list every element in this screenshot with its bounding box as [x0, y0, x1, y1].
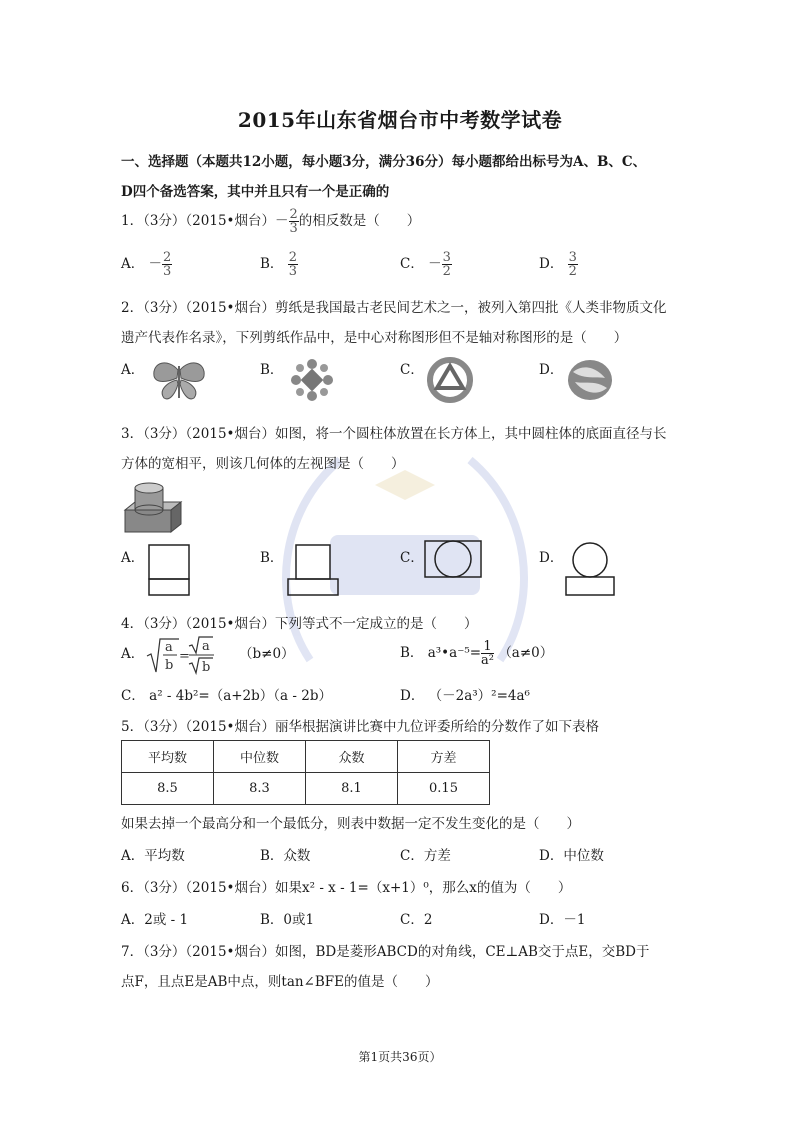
q4-option-b[interactable]: [400, 636, 553, 670]
section-heading-line1: 一、选择题（本题共12小题，每小题3分，满分36分）每小题都给出标号为A、B、C、: [121, 154, 647, 170]
q3-option-b[interactable]: [260, 546, 283, 566]
table-header-row: [122, 741, 490, 773]
option-label: B．: [260, 362, 284, 378]
q1-den: 3: [289, 221, 298, 236]
q4-option-d[interactable]: [400, 684, 530, 704]
table-header-cell: 平均数: [122, 741, 214, 773]
question-2-line2: 遗产代表作名录》，下列剪纸作品中，是中心对称图形但不是轴对称图形的是（ ）: [121, 330, 628, 346]
view-b-square-on-wide-rect: [287, 544, 339, 596]
option-den: a²: [481, 653, 495, 668]
q1-neg: －: [275, 213, 289, 229]
q2-option-a[interactable]: [121, 358, 144, 378]
option-sign: －: [148, 256, 163, 272]
q6-option-d[interactable]: D．－1: [539, 912, 586, 928]
option-den: 3: [288, 264, 297, 279]
table-header-cell: 众数: [306, 741, 398, 773]
q4-option-c[interactable]: [121, 684, 332, 704]
q1-prefix: 1．（3分）（2015•烟台）: [121, 213, 275, 229]
q2-option-d[interactable]: [539, 358, 563, 378]
q5-option-c[interactable]: C．方差: [400, 848, 451, 864]
option-den: 3: [163, 264, 172, 279]
view-c-circle-in-rect: [424, 540, 482, 578]
option-label: B．: [400, 645, 424, 661]
option-label: C．: [400, 256, 424, 272]
q6-option-b[interactable]: B．0或1: [260, 912, 315, 928]
q5-option-d[interactable]: D．中位数: [539, 848, 604, 864]
page-title: 2015年山东省烟台市中考数学试卷: [237, 108, 563, 132]
q1-suffix: 的相反数是（ ）: [298, 213, 421, 229]
option-label: C．: [400, 550, 424, 566]
q5-option-a[interactable]: A．平均数: [121, 848, 185, 864]
q1-option-b[interactable]: [260, 248, 298, 280]
option-num: 3: [568, 250, 577, 265]
question-6: 6．（3分）（2015•烟台）如果x² - x - 1=（x+1）⁰，那么x的值为（ ）: [121, 880, 572, 896]
option-condition: （a≠0）: [498, 645, 554, 661]
q3-option-d[interactable]: [539, 546, 563, 566]
option-den: 2: [442, 264, 451, 279]
option-sign: －: [428, 256, 442, 272]
flower-papercut-icon: [290, 358, 334, 402]
option-den: 2: [568, 264, 577, 279]
option-label: D．: [539, 362, 564, 378]
option-num: 1: [481, 640, 494, 654]
svg-text:a: a: [165, 640, 173, 655]
q1-option-a[interactable]: [121, 248, 172, 280]
view-d-circle-on-rect: [565, 542, 615, 596]
option-fraction: [442, 251, 452, 278]
option-label: D．: [539, 256, 564, 272]
scores-table: [121, 740, 490, 805]
table-header-cell: 方差: [398, 741, 490, 773]
q1-fraction: [289, 208, 299, 235]
option-condition: （b≠0）: [239, 646, 295, 662]
double-fish-papercut-icon: [565, 356, 615, 404]
question-3-line1: 3．（3分）（2015•烟台）如图，将一个圆柱体放置在长方体上，其中圆柱体的底面直径与长: [121, 426, 667, 442]
option-label: D．: [400, 688, 425, 704]
table-row: [122, 773, 490, 805]
table-header-cell: 中位数: [214, 741, 306, 773]
svg-text:=: =: [179, 649, 190, 664]
svg-text:a: a: [202, 639, 210, 654]
q3-option-a[interactable]: [121, 546, 144, 566]
q3-option-c[interactable]: [400, 546, 424, 566]
option-num: 2: [163, 250, 172, 265]
option-label: A．: [121, 362, 145, 378]
question-7-line2: 点F，且点E是AB中点，则tan∠BFE的值是（ ）: [121, 974, 439, 990]
q2-option-c[interactable]: [400, 358, 424, 378]
table-cell: 0.15: [398, 773, 490, 805]
question-5-followup: 如果去掉一个最高分和一个最低分，则表中数据一定不发生变化的是（ ）: [121, 816, 580, 832]
butterfly-papercut-icon: [150, 358, 208, 402]
q2-option-b[interactable]: [260, 358, 283, 378]
option-label: B．: [260, 256, 284, 272]
q1-option-d[interactable]: [539, 248, 578, 280]
table-cell: 8.3: [214, 773, 306, 805]
option-label: D．: [539, 550, 564, 566]
option-expr: a³•a⁻⁵=: [427, 645, 482, 661]
option-label: B．: [260, 550, 284, 566]
question-3-line2: 方体的宽相平，则该几何体的左视图是（ ）: [121, 456, 405, 472]
q1-num: 2: [289, 207, 298, 222]
option-fraction: [288, 251, 298, 278]
svg-text:b: b: [165, 658, 174, 673]
q6-option-a[interactable]: A．2或 - 1: [121, 912, 189, 928]
question-4: 4．（3分）（2015•烟台）下列等式不一定成立的是（ ）: [121, 616, 478, 632]
option-expr: a² - 4b²=（a+2b）（a - 2b）: [149, 688, 332, 704]
question-2-line1: 2．（3分）（2015•烟台）剪纸是我国最古老民间艺术之一，被列入第四批《人类非物质文化: [121, 300, 667, 316]
triple-fish-papercut-icon: [425, 356, 475, 404]
cylinder-on-cuboid-figure: [121, 480, 183, 536]
option-label: A．: [121, 646, 145, 662]
option-num: 2: [288, 250, 297, 265]
question-7-line1: 7．（3分）（2015•烟台）如图，BD是菱形ABCD的对角线，CE⊥AB交于点E，交BD于: [121, 944, 650, 960]
q5-option-b[interactable]: B．众数: [260, 848, 311, 864]
table-cell: 8.1: [306, 773, 398, 805]
option-label: A．: [121, 550, 145, 566]
option-label: C．: [400, 362, 424, 378]
option-fraction: [481, 640, 494, 667]
table-cell: 8.5: [122, 773, 214, 805]
option-label: A．: [121, 256, 145, 272]
option-expr: （－2a³）²=4a⁶: [428, 688, 530, 704]
option-num: 3: [442, 250, 451, 265]
section-heading-line2: D四个备选答案，其中并且只有一个是正确的: [121, 184, 390, 200]
question-5: 5．（3分）（2015•烟台）丽华根据演讲比赛中九位评委所给的分数作了如下表格: [121, 719, 599, 735]
q1-option-c[interactable]: [400, 248, 452, 280]
question-1: [121, 205, 420, 237]
option-label: C．: [121, 688, 145, 704]
q6-option-c[interactable]: C．2: [400, 912, 433, 928]
option-fraction: [568, 251, 578, 278]
svg-text:b: b: [202, 660, 211, 675]
page-footer: 第1页共36页）: [358, 1050, 442, 1064]
view-a-square-over-rect: [148, 544, 190, 596]
option-fraction: [162, 251, 172, 278]
sqrt-a-over-b-formula: [147, 636, 237, 676]
